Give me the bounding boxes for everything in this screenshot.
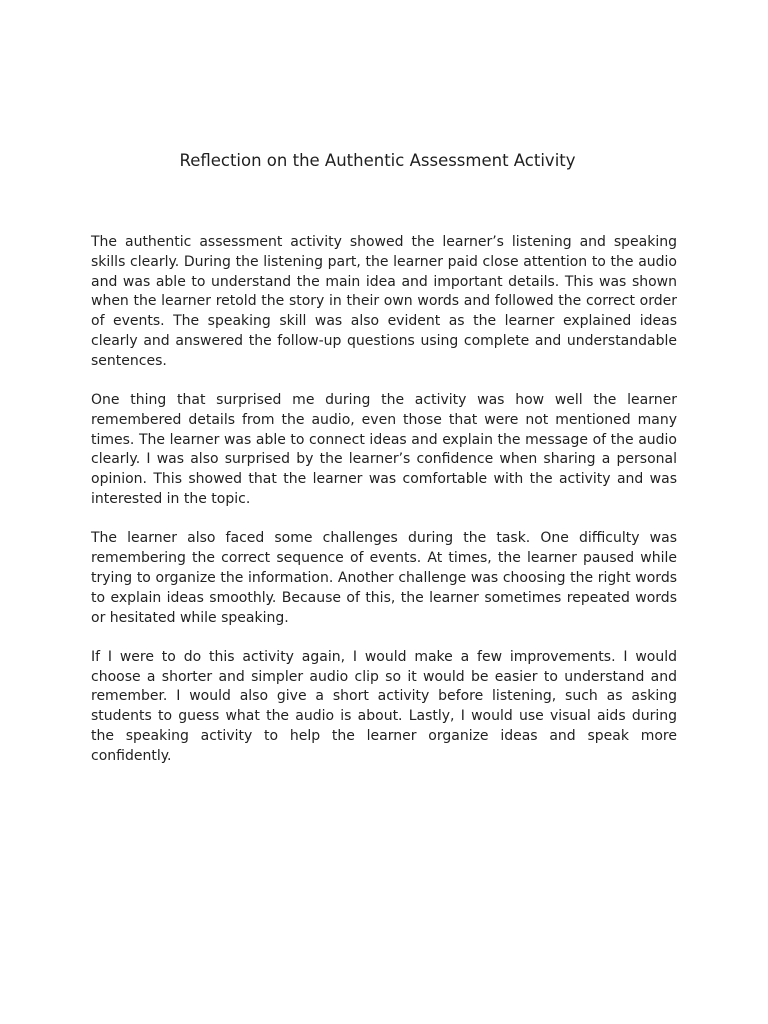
paragraph-surprises: One thing that surprised me during the activity was how well the learner remembered details from the audio, even those that were not mentioned many times. The learner was able to connect ideas and explain the message of the audio clearly. I was also surprised by the learner’s confidence when sharing a personal opinion. This showed that the learner was comfortable with the activity and was interested in the topic. <box>91 392 677 508</box>
paragraph-assessment-summary: The authentic assessment activity showed the learner’s listening and speaking skills clearly. During the listening part, the learner paid close attention to the audio and was able to understand the main idea and important details. This was shown when the learner retold the story in their own words and followed the correct order of events. The speaking skill was also evident as the learner explained ideas clearly and answered the follow-up questions using complete and understandable sentences. <box>91 234 677 369</box>
paragraph-improvements: If I were to do this activity again, I would make a few improvements. I would choose a shorter and simpler audio clip so it would be easier to understand and remember. I would also give a short activity before listening, such as asking students to guess what the audio is about. Lastly, I would use visual aids during the speaking activity to help the learner organize ideas and speak more confidently. <box>91 648 677 764</box>
paragraph-challenges: The learner also faced some challenges during the task. One difficulty was remembering the correct sequence of events. At times, the learner paused while trying to organize the information. Another challenge was choosing the right words to explain ideas smoothly. Because of this, the learner sometimes repeated words or hesitated while speaking. <box>91 530 677 626</box>
document-body <box>91 233 677 786</box>
document-title: Reflection on the Authentic Assessment Activity <box>179 151 576 170</box>
